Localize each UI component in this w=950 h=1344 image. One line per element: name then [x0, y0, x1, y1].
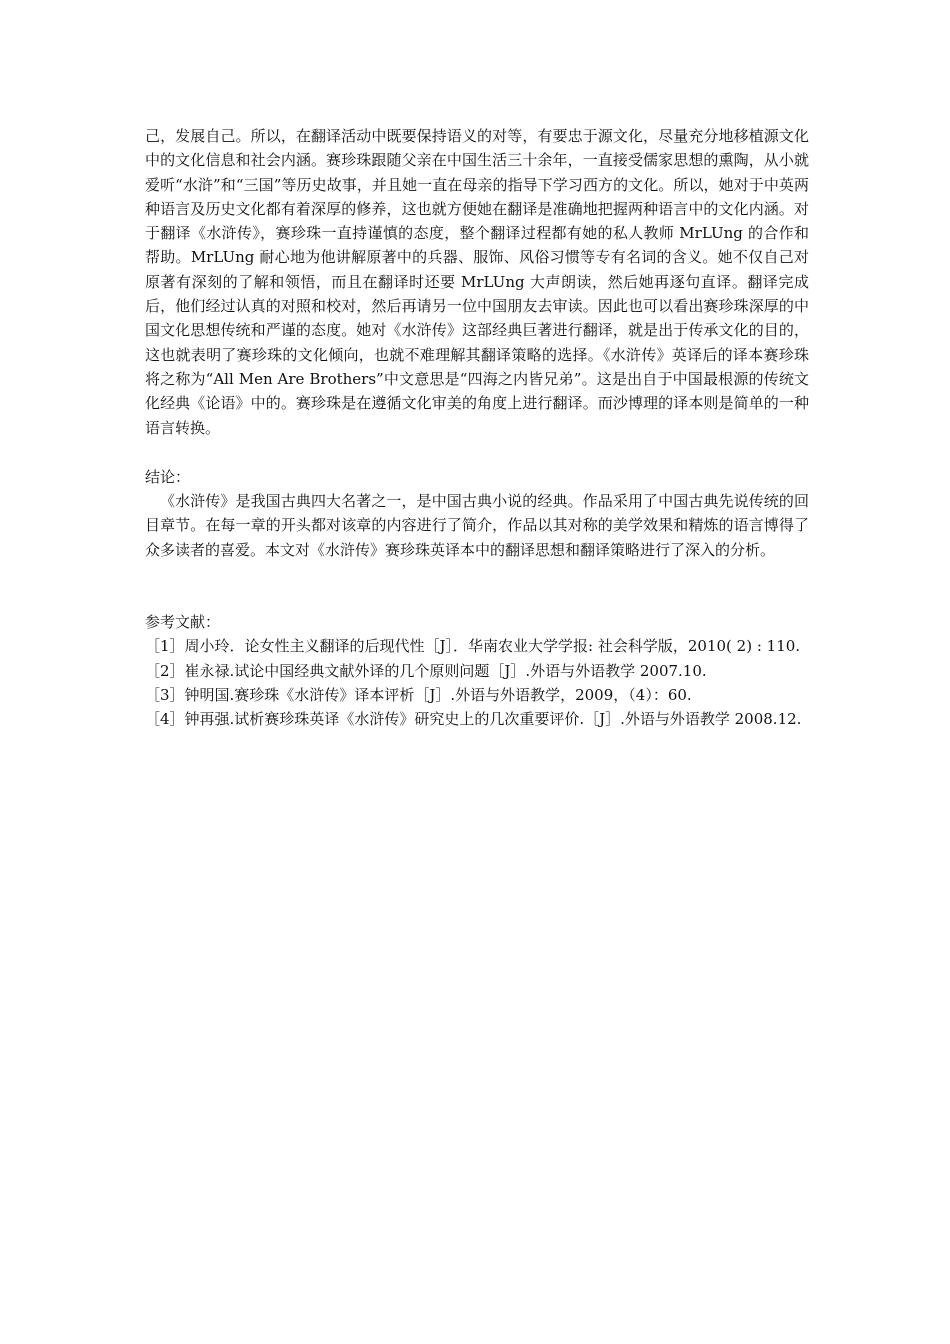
conclusion-section: [145, 465, 809, 562]
body-paragraph: 己，发展自己。所以，在翻译活动中既要保持语义的对等，有要忠于源文化，尽量充分地移植源文化中的文化信息和社会内涵。赛珍珠跟随父亲在中国生活三十余年，一直接受儒家思想的熏陶，从小就爱听“水浒”和“三国”等历史故事，并且她一直在母亲的指导下学习西方的文化。所以，她对于中英两种语言及历史文化都有着深厚的修养，这也就方便她在翻译是准确地把握两种语言中的文化内涵。对于翻译《水浒传》，赛珍珠一直持谨慎的态度，整个翻译过程都有她的私人教师 MrLUng 的合作和帮助。MrLUng 耐心地为他讲解原著中的兵器、服饰、风俗习惯等专有名词的含义。她不仅自己对原著有深刻的了解和领悟，而且在翻译时还要 MrLUng 大声朗读，然后她再逐句直译。翻译完成后，他们经过认真的对照和校对，然后再请另一位中国朋友去审读。因此也可以看出赛珍珠深厚的中国文化思想传统和严谨的态度。她对《水浒传》这部经典巨著进行翻译，就是出于传承文化的目的，这也就表明了赛珍珠的文化倾向，也就不难理解其翻译策略的选择。《水浒传》英译后的译本赛珍珠将之称为“All Men Are Brothers”中文意思是“四海之内皆兄弟”。这是出自于中国最根源的传统文化经典《论语》中的。赛珍珠是在遵循文化审美的角度上进行翻译。而沙博理的译本则是简单的一种语言转换。: [145, 127, 809, 437]
references-section: [145, 610, 809, 731]
spacer: [145, 440, 809, 465]
document-page: [145, 124, 809, 732]
conclusion-paragraph: 《水浒传》是我国古典四大名著之一，是中国古典小说的经典。作品采用了中国古典先说传统的回目章节。在每一章的开头都对该章的内容进行了简介，作品以其对称的美学效果和精炼的语言博得了众多读者的喜爱。本文对《水浒传》赛珍珠英译本中的翻译思想和翻译策略进行了深入的分析。: [145, 492, 809, 559]
reference-item: ［2］崔永禄.试论中国经典文献外译的几个原则问题［J］.外语与外语教学 2007.10.: [145, 661, 707, 680]
references-list: [145, 634, 809, 731]
reference-item: ［1］周小玲．论女性主义翻译的后现代性［J］．华南农业大学学报: 社会科学版，2010( 2) : 110.: [145, 637, 801, 656]
reference-item: ［4］钟再强.试析赛珍珠英译《水浒传》研究史上的几次重要评价.［J］.外语与外语教学 2008.12.: [145, 710, 802, 729]
reference-item: ［3］钟明国.赛珍珠《水浒传》译本评析［J］.外语与外语教学，2009，（4）：60.: [145, 685, 692, 704]
spacer: [145, 562, 809, 610]
references-heading: 参考文献：: [145, 613, 221, 632]
conclusion-heading: 结论：: [145, 467, 191, 486]
